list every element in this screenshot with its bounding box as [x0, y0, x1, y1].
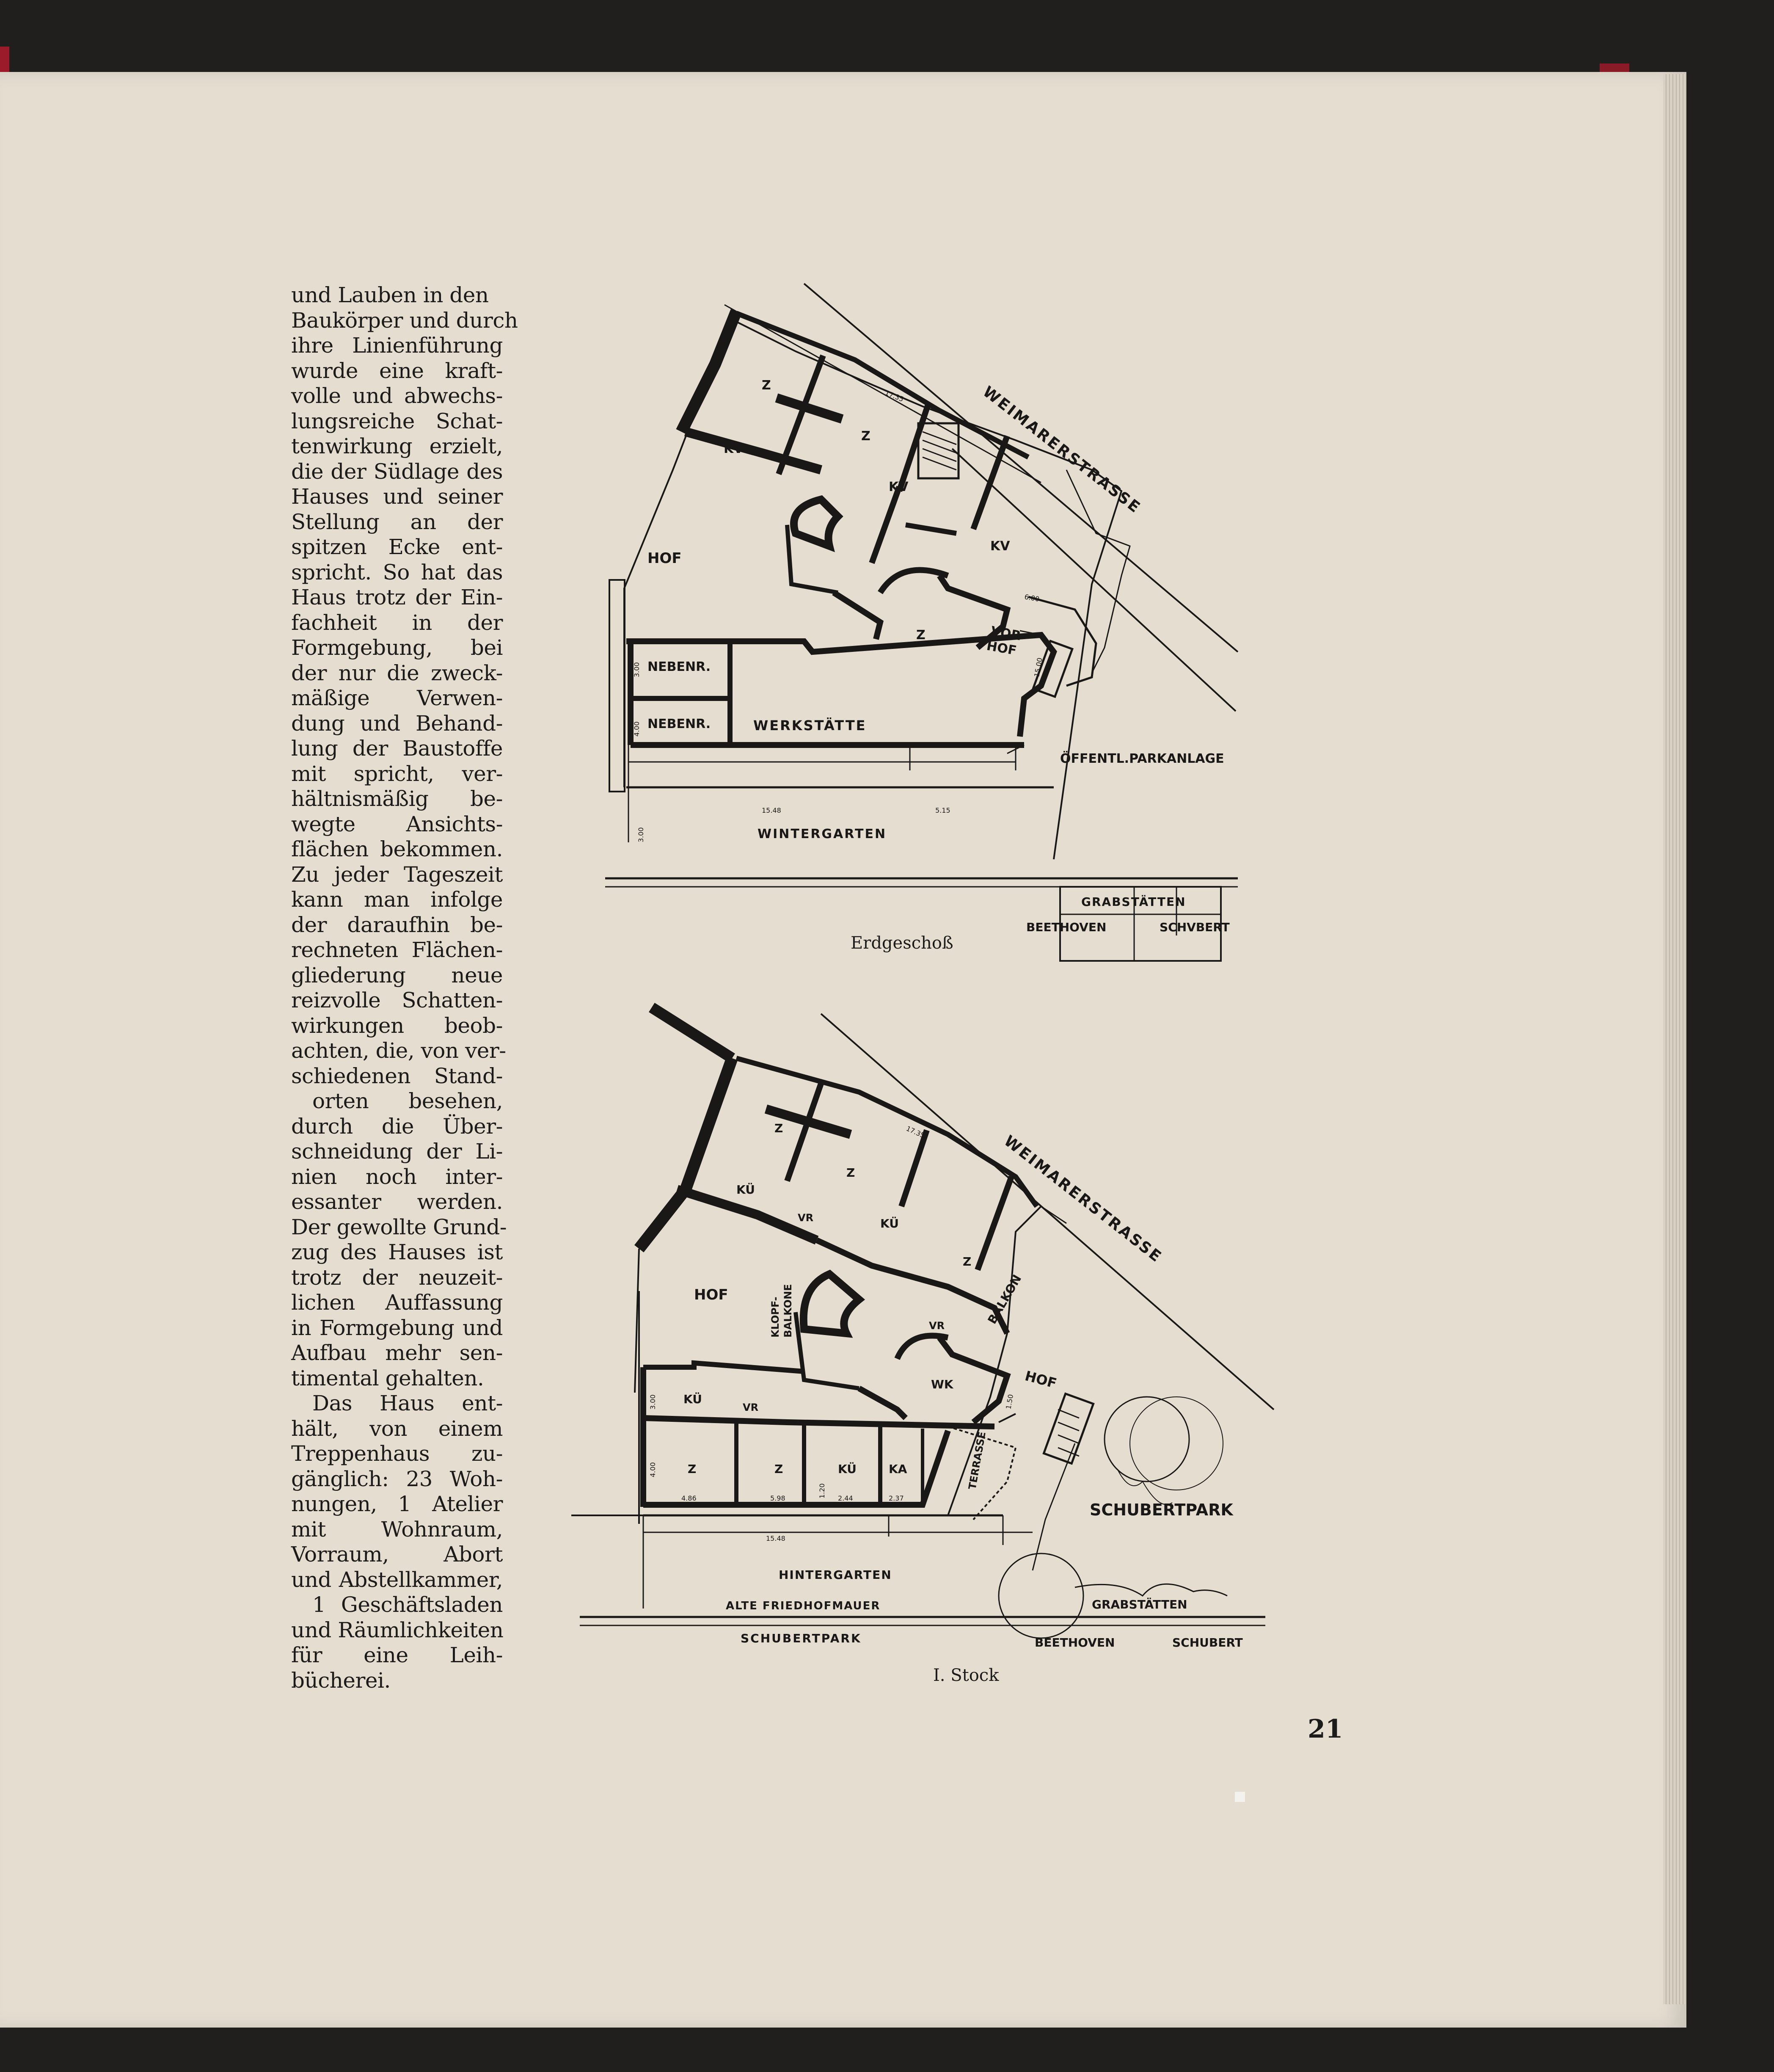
body-text-line: Stellung an der — [291, 509, 503, 534]
ground-dim-8: 15.00 — [1033, 657, 1044, 678]
body-text-line: der daraufhin be- — [291, 912, 503, 937]
first-room-vr1: VR — [798, 1212, 814, 1224]
first-balkon: BALKON — [985, 1272, 1025, 1327]
first-dim-7: 3.00 — [649, 1394, 657, 1410]
body-text-line: für eine Leih- — [291, 1643, 503, 1667]
first-room-hof2: HOF — [1023, 1368, 1059, 1392]
first-dim-6: 2.37 — [889, 1494, 904, 1502]
body-text-column — [291, 283, 518, 1693]
first-room-hof: HOF — [694, 1286, 728, 1303]
first-dim-8: 4.00 — [649, 1462, 657, 1477]
first-dim-9: 1.20 — [818, 1483, 826, 1498]
body-text-line: mit Wohnraum, — [291, 1517, 503, 1542]
first-klopf-1: KLOPF- — [769, 1297, 781, 1338]
body-text-line: fachheit in der — [291, 610, 503, 635]
ground-room-z1: Z — [762, 378, 771, 393]
binding-edge — [0, 47, 9, 72]
body-text-line: Der gewollte Grund- — [291, 1214, 507, 1239]
body-text-line: Baukörper und durch — [291, 308, 518, 333]
ground-room-nebenr1: NEBENR. — [647, 659, 711, 674]
body-text-line: orten besehen, — [312, 1089, 503, 1113]
ground-dim-3: 15.48 — [762, 806, 781, 814]
first-dim-4: 5.98 — [770, 1494, 785, 1502]
ground-room-werkstaette: WERKSTÄTTE — [753, 717, 867, 734]
body-text-line: schneidung der Li- — [291, 1139, 503, 1164]
ground-room-z3: Z — [916, 628, 926, 643]
first-terrasse: TERRASSE — [966, 1431, 988, 1491]
body-text-line: dung und Behand- — [291, 711, 503, 736]
ground-dim-6: 3.00 — [637, 827, 645, 842]
ground-dim-1: 17.35 — [884, 389, 905, 403]
body-text-line: und Abstellkammer, — [291, 1567, 503, 1592]
body-text-line: achten, die, von ver- — [291, 1038, 506, 1063]
first-hintergarten: HINTERGARTEN — [779, 1568, 892, 1582]
body-text-line: trotz der neuzeit- — [291, 1265, 503, 1290]
body-text-line: flächen bekommen. — [291, 837, 503, 861]
body-text-line: mit spricht, ver- — [291, 761, 503, 786]
body-text-line: Vorraum, Abort — [291, 1542, 503, 1567]
body-text-line: hält, von einem — [291, 1416, 503, 1441]
ground-dim-5: 3.00 — [633, 662, 641, 677]
first-room-z4: Z — [688, 1462, 697, 1476]
body-text-line: lung der Baustoffe — [291, 736, 503, 761]
body-text-line: timental gehalten. — [291, 1366, 484, 1391]
body-text-line: gänglich: 23 Woh- — [291, 1466, 503, 1491]
ground-room-kv1: KV — [724, 441, 744, 456]
ground-room-vorhof-2: HOF — [985, 638, 1018, 659]
first-room-ku4: KÜ — [838, 1462, 857, 1476]
body-text-line: lungsreiche Schat- — [291, 408, 503, 433]
body-text-line: Das Haus ent- — [312, 1391, 503, 1415]
first-room-ku1: KÜ — [736, 1183, 755, 1197]
body-text-line: schiedenen Stand- — [291, 1063, 503, 1088]
body-text-line: nungen, 1 Atelier — [291, 1492, 503, 1516]
first-dim-2: 15.48 — [766, 1534, 785, 1542]
body-text-line: wirkungen beob- — [291, 1013, 503, 1038]
page-number: 21 — [1308, 1714, 1343, 1744]
ground-schubert: SCHVBERT — [1160, 920, 1230, 934]
ground-room-hof: HOF — [647, 550, 682, 567]
ground-floor-caption: Erdgeschoß — [851, 933, 953, 953]
first-schubertpark: SCHUBERTPARK — [1090, 1501, 1233, 1519]
body-text-line: gliederung neue — [291, 963, 503, 988]
body-text-line: 1 Geschäftsladen — [312, 1592, 503, 1617]
first-schubert: SCHUBERT — [1172, 1636, 1243, 1650]
body-text-line: durch die Über- — [291, 1114, 503, 1139]
ground-room-nebenr2: NEBENR. — [647, 717, 711, 731]
body-text-line: der nur die zweck- — [291, 660, 503, 685]
body-text-line: die der Südlage des — [291, 459, 503, 484]
body-text-line: und Räumlichkeiten — [291, 1617, 504, 1642]
body-text-line: Hauses und seiner — [291, 484, 503, 509]
body-text-line: volle und abwechs- — [291, 383, 503, 408]
ground-room-vorhof: VOR- — [989, 624, 1027, 645]
ground-wintergarten: WINTERGARTEN — [758, 827, 887, 841]
body-text-line: in Formgebung und — [291, 1315, 503, 1340]
first-room-ku2: KÜ — [880, 1217, 899, 1231]
body-text-line: kann man infolge — [291, 887, 503, 912]
body-text-line: zug des Hauses ist — [291, 1240, 503, 1264]
first-dim-3: 4.86 — [681, 1494, 697, 1502]
body-text-line: Treppenhaus zu- — [291, 1441, 503, 1466]
first-mauer: ALTE FRIEDHOFMAUER — [726, 1600, 881, 1612]
first-schubertpark-bottom: SCHUBERTPARK — [741, 1631, 862, 1645]
body-text-line: Formgebung, bei — [291, 635, 503, 660]
body-text-line: essanter werden. — [291, 1189, 503, 1214]
ground-grabstaetten: GRABSTÄTTEN — [1081, 895, 1186, 909]
first-dim-1: 17.35 — [905, 1124, 926, 1140]
ground-room-kv3: KV — [990, 539, 1010, 554]
first-grabstaetten: GRABSTÄTTEN — [1092, 1597, 1187, 1611]
body-text-line: nien noch inter- — [291, 1164, 503, 1189]
body-text-line: rechneten Flächen- — [291, 938, 503, 962]
first-room-vr3: VR — [743, 1402, 759, 1413]
first-street-label: WEIMARERSTRASSE — [1000, 1132, 1166, 1266]
body-text-line: wegte Ansichts- — [291, 811, 503, 836]
body-text-line: spitzen Ecke ent- — [291, 535, 503, 559]
first-room-ka: KA — [889, 1462, 907, 1476]
body-text-line: Haus trotz der Ein- — [291, 585, 503, 610]
ground-dim-4: 5.15 — [935, 806, 950, 814]
body-text-line: spricht. So hat das — [291, 560, 503, 585]
body-text-line: und Lauben in den — [291, 283, 489, 307]
body-text-line: hältnismäßig be- — [291, 786, 503, 811]
first-dim-10: 1.50 — [1004, 1393, 1015, 1410]
scan-mark — [1235, 1792, 1245, 1802]
first-room-vr2: VR — [929, 1320, 945, 1332]
ground-beethoven: BEETHOVEN — [1026, 920, 1107, 934]
body-text-line: reizvolle Schatten- — [291, 988, 503, 1013]
ground-park-label: ÖFFENTL.PARKANLAGE — [1060, 751, 1224, 766]
ground-street-label: WEIMARERSTRASSE — [979, 383, 1145, 517]
first-room-wk: WK — [931, 1377, 953, 1391]
first-floor-caption: I. Stock — [933, 1666, 999, 1685]
ground-room-z2: Z — [861, 429, 870, 444]
body-text-line: tenwirkung erzielt, — [291, 434, 503, 458]
body-text-line: lichen Auffassung — [291, 1290, 503, 1315]
body-text-line: bücherei. — [291, 1668, 391, 1693]
body-text-line: mäßige Verwen- — [291, 686, 503, 710]
first-room-z3: Z — [963, 1255, 972, 1269]
body-text-line: wurde eine kraft- — [291, 358, 503, 383]
first-room-z2: Z — [846, 1166, 855, 1180]
ground-dim-7: 4.00 — [633, 721, 641, 737]
first-room-ku3: KÜ — [683, 1392, 702, 1406]
first-beethoven: BEETHOVEN — [1035, 1636, 1115, 1650]
first-klopf-2: BALKONE — [782, 1284, 794, 1338]
first-floor-plan — [567, 995, 1286, 1672]
body-text-line: ihre Linienführung — [291, 333, 503, 358]
first-dim-5: 2.44 — [838, 1494, 853, 1502]
ground-dim-2: 6.00 — [1024, 593, 1040, 604]
body-text-line: Aufbau mehr sen- — [291, 1341, 503, 1365]
page-stack-edge — [1663, 74, 1685, 2004]
first-room-z1: Z — [774, 1121, 783, 1135]
first-room-z5: Z — [774, 1462, 783, 1476]
body-text-line: Zu jeder Tageszeit — [291, 862, 503, 887]
ground-room-kv2: KV — [889, 480, 909, 494]
ground-floor-plan — [584, 271, 1291, 974]
